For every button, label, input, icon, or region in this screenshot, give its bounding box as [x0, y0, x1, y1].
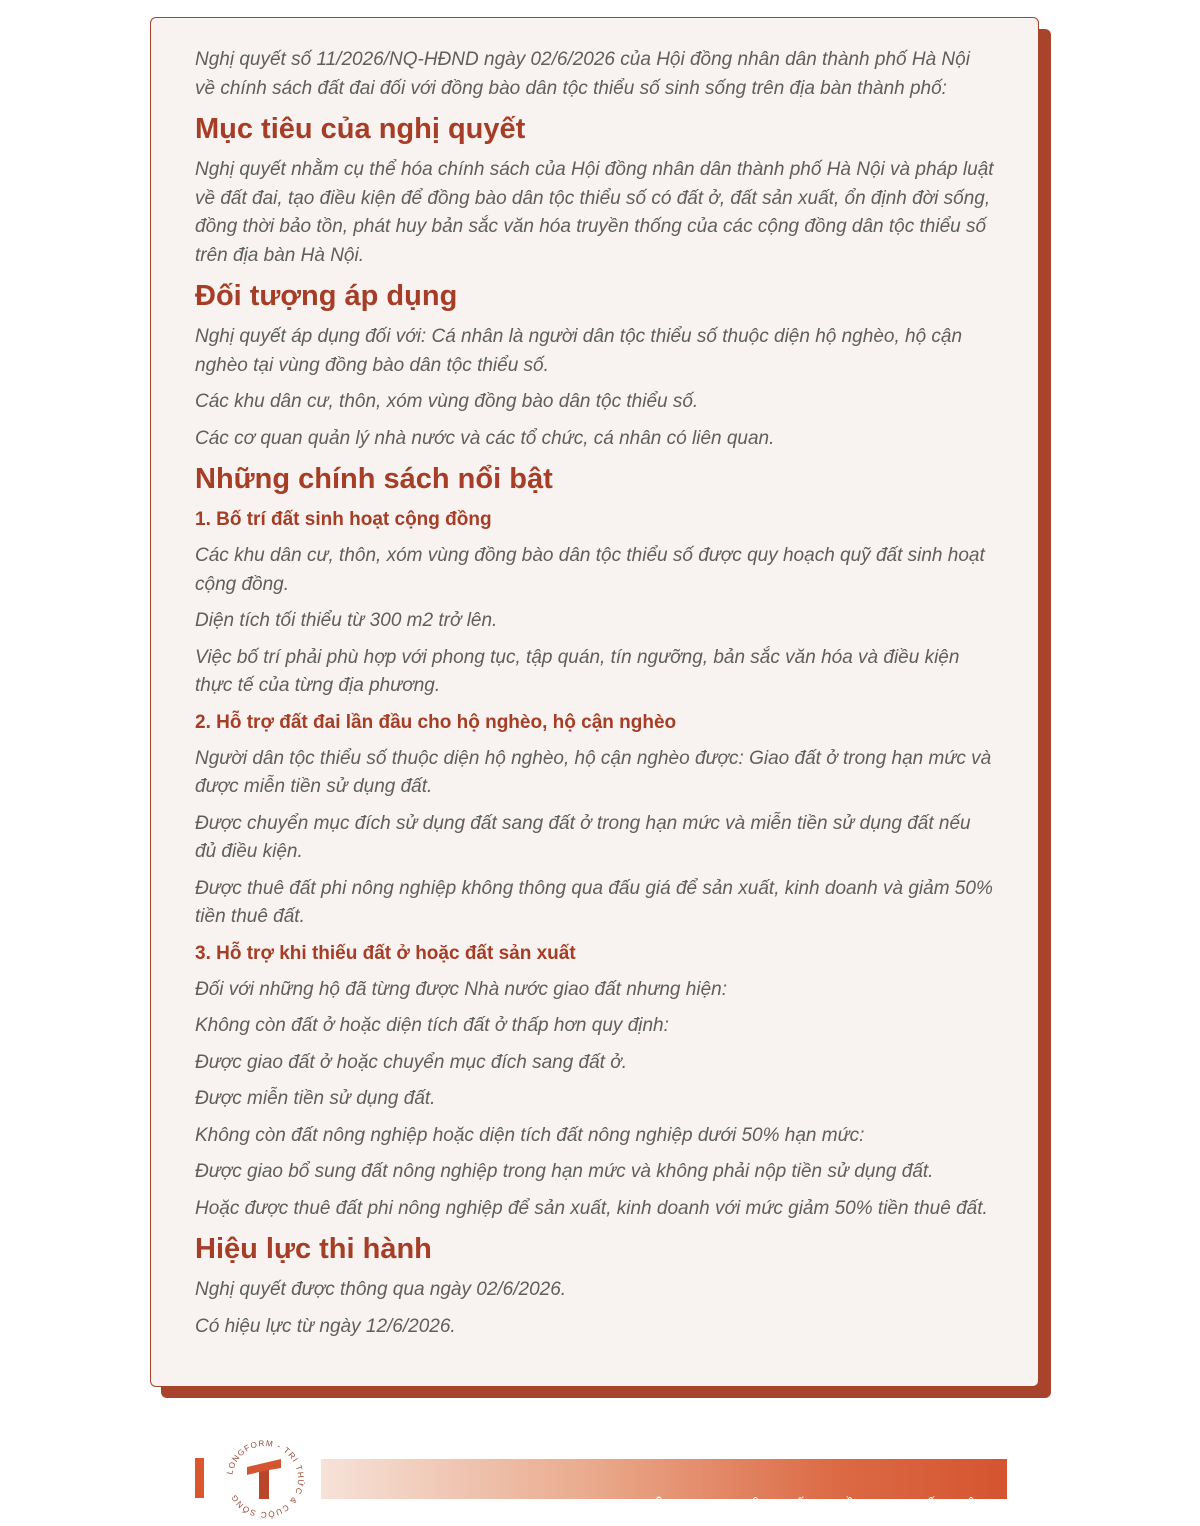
footer-credits-bar — [321, 1459, 1007, 1514]
scope-paragraph-1: Nghị quyết áp dụng đối với: Cá nhân là người dân tộc thiểu số thuộc diện hộ nghèo, hộ cận nghèo tại vùng đồng bào dân tộc thiểu số. — [195, 326, 963, 376]
policy-1-paragraph-2: Diện tích tối thiểu từ 300 m2 trở lên. — [195, 610, 498, 631]
logo-ring-text: LONGFORM - TRI THỨC & CUỘC SỐNG — [225, 1438, 306, 1520]
policy-3-title: 3. Hỗ trợ khi thiếu đất ở hoặc đất sản xuất — [195, 942, 576, 964]
longform-logo — [223, 1437, 307, 1521]
policy-3-paragraph-7: Hoặc được thuê đất phi nông nghiệp để sản xuất, kinh doanh với mức giảm 50% tiền thuê đất. — [195, 1197, 988, 1219]
policies-heading: Những chính sách nổi bật — [195, 463, 553, 495]
policy-2-paragraph-3: Được thuê đất phi nông nghiệp không thông qua đấu giá để sản xuất, kinh doanh và giảm 50% tiền thuê đất. — [195, 877, 993, 927]
scope-paragraph-2: Các khu dân cư, thôn, xóm vùng đồng bào dân tộc thiểu số. — [195, 391, 699, 412]
article-content — [195, 46, 995, 1349]
policy-3-paragraph-5: Không còn đất nông nghiệp hoặc diện tích đất nông nghiệp dưới 50% hạn mức: — [195, 1124, 865, 1146]
scope-paragraph-3: Các cơ quan quản lý nhà nước và các tổ chức, cá nhân có liên quan. — [195, 427, 775, 449]
policy-1-paragraph-3: Việc bố trí phải phù hợp với phong tục, tập quán, tín ngưỡng, bản sắc văn hóa và điều kiện thực tế của từng địa phương. — [195, 646, 960, 696]
effect-heading: Hiệu lực thi hành — [195, 1233, 432, 1265]
footer-accent-bar — [195, 1458, 204, 1498]
goal-paragraph: Nghị quyết nhằm cụ thể hóa chính sách của Hội đồng nhân dân thành phố Hà Nội và pháp luật về đất đai, tạo điều kiện để đồng bào dân tộc thiểu số có đất ở, đất sản xuất, ổn định đời sống, đồng thời bảo tồn, phát huy bản sắc văn hóa truyền thống của các cộng đồng dân tộc thiểu số trên địa bàn Hà Nội. — [195, 159, 994, 266]
policy-3-paragraph-6: Được giao bổ sung đất nông nghiệp trong hạn mức và không phải nộp tiền sử dụng đất. — [195, 1161, 934, 1182]
intro-paragraph: Nghị quyết số 11/2026/NQ-HĐND ngày 02/6/2026 của Hội đồng nhân dân thành phố Hà Nội về chính sách đất đai đối với đồng bào dân tộc thiểu số sinh sống trên địa bàn thành phố: — [195, 49, 970, 99]
policy-1-title: 1. Bố trí đất sinh hoạt cộng đồng — [195, 509, 492, 530]
effect-paragraph-2: Có hiệu lực từ ngày 12/6/2026. — [195, 1315, 456, 1337]
graphics-label: ĐỒ HỌA: — [833, 1497, 899, 1514]
scope-heading: Đối tượng áp dụng — [195, 280, 458, 312]
policy-2-paragraph-2: Được chuyển mục đích sử dụng đất sang đất ở trong hạn mức và miễn tiền sử dụng đất nếu đủ điều kiện. — [195, 812, 971, 862]
goal-heading: Mục tiêu của nghị quyết — [195, 113, 526, 145]
policy-2-title: 2. Hỗ trợ đất đai lần đầu cho hộ nghèo, hộ cận nghèo — [195, 711, 677, 733]
content-author: THIÊN TUẤN — [726, 1497, 816, 1514]
graphics-author: QUỐC VIỆT — [902, 1497, 985, 1514]
policy-3-paragraph-2: Không còn đất ở hoặc diện tích đất ở thấp hơn quy định: — [195, 1015, 669, 1036]
policy-1-paragraph-1: Các khu dân cư, thôn, xóm vùng đồng bào dân tộc thiểu số được quy hoạch quỹ đất sinh hoạt cộng đồng. — [195, 545, 985, 595]
effect-paragraph-1: Nghị quyết được thông qua ngày 02/6/2026. — [195, 1279, 567, 1300]
policy-3-paragraph-4: Được miễn tiền sử dụng đất. — [195, 1088, 436, 1109]
credits — [642, 1486, 985, 1526]
credits-separator: - — [815, 1497, 830, 1514]
policy-3-paragraph-1: Đối với những hộ đã từng được Nhà nước giao đất nhưng hiện: — [195, 978, 727, 1000]
policy-3-paragraph-3: Được giao đất ở hoặc chuyển mục đích sang đất ở. — [195, 1051, 628, 1073]
footer — [195, 1432, 1007, 1522]
policy-2-paragraph-1: Người dân tộc thiểu số thuộc diện hộ nghèo, hộ cận nghèo được: Giao đất ở trong hạn mức và được miễn tiền sử dụng đất. — [195, 747, 992, 797]
content-label: NỘI DUNG: — [642, 1497, 723, 1514]
